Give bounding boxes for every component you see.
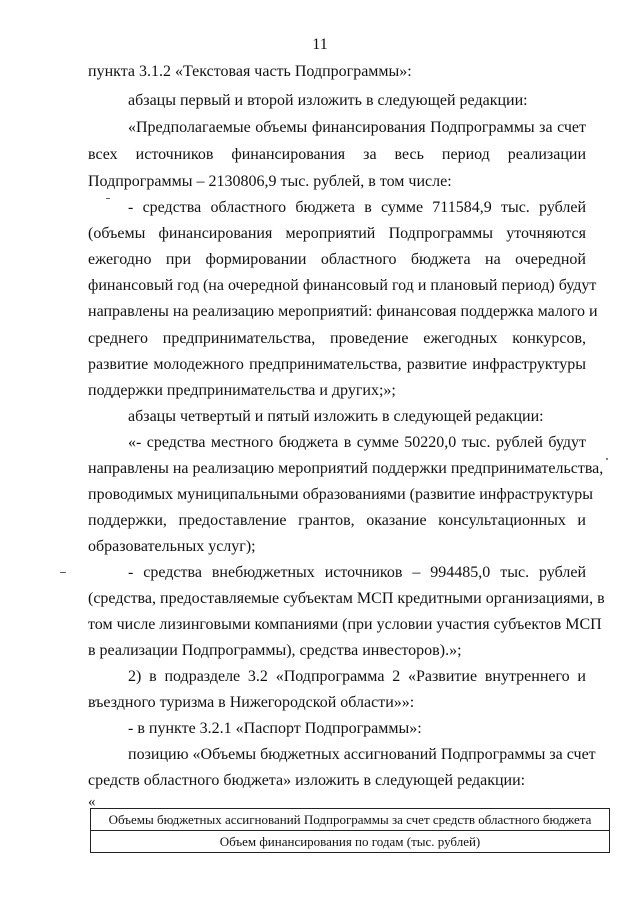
paragraph-line: (объемы финансирования мероприятий Подпрограммы уточняются xyxy=(88,225,586,242)
paragraph-line: в реализации Подпрограммы), средства инвесторов).»; xyxy=(88,642,462,659)
table-row xyxy=(91,831,610,853)
scan-speck xyxy=(606,458,608,460)
paragraph-line: въездного туризма в Нижегородской области»»: xyxy=(88,694,415,711)
paragraph-line: абзацы первый и второй изложить в следующей редакции: xyxy=(128,92,528,109)
paragraph-line: развитие молодежного предпринимательства, развитие инфраструктуры xyxy=(88,356,586,373)
paragraph-line: - в пункте 3.2.1 «Паспорт Подпрограммы»: xyxy=(128,720,422,737)
paragraph-line: финансовый год (на очередной финансовый год и плановый период) будут xyxy=(88,277,597,294)
paragraph-line: направлены на реализацию мероприятий: финансовая поддержка малого и xyxy=(88,303,598,320)
paragraph-line: направлены на реализацию мероприятий поддержки предпринимательства, xyxy=(88,460,604,477)
paragraph-line: том числе лизинговыми компаниями (при условии участия субъектов МСП xyxy=(88,616,602,633)
paragraph-line: поддержки, предоставление грантов, оказание консультационных и xyxy=(88,512,586,529)
paragraph-line: проводимых муниципальными образованиями (развитие инфраструктуры xyxy=(88,486,593,503)
paragraph-line: средств областного бюджета» изложить в следующей редакции: xyxy=(88,772,526,789)
paragraph-line: всех источников финансирования за весь период реализации xyxy=(88,146,586,163)
opening-quote-mark: « xyxy=(88,794,96,810)
budget-table xyxy=(90,808,610,853)
table-subheader-cell: Объем финансирования по годам (тыс. рублей) xyxy=(91,831,610,853)
paragraph-line: Подпрограммы – 2130806,9 тыс. рублей, в том числе: xyxy=(88,173,452,190)
paragraph-line: - средства областного бюджета в сумме 711584,9 тыс. рублей xyxy=(128,199,586,216)
table-row xyxy=(91,809,610,831)
paragraph-line: среднего предпринимательства, проведение ежегодных конкурсов, xyxy=(88,330,586,347)
paragraph-line: абзацы четвертый и пятый изложить в следующей редакции: xyxy=(128,408,544,425)
paragraph-line: «Предполагаемые объемы финансирования Подпрограммы за счет xyxy=(128,119,586,136)
page-number: 11 xyxy=(312,36,328,53)
paragraph-line: 2) в подразделе 3.2 «Подпрограмма 2 «Развитие внутреннего и xyxy=(128,668,586,685)
table-header-cell: Объемы бюджетных ассигнований Подпрограммы за счет средств областного бюджета xyxy=(91,809,610,831)
paragraph-line: поддержки предпринимательства и других;»; xyxy=(88,382,396,399)
paragraph-line: (средства, предоставляемые субъектам МСП кредитными организациями, в xyxy=(88,590,605,607)
scan-speck xyxy=(60,572,66,573)
scan-speck xyxy=(106,198,110,199)
paragraph-line: пункта 3.1.2 «Текстовая часть Подпрограммы»: xyxy=(88,63,412,80)
paragraph-line: - средства внебюджетных источников – 994485,0 тыс. рублей xyxy=(128,564,586,581)
paragraph-line: позицию «Объемы бюджетных ассигнований Подпрограммы за счет xyxy=(128,746,596,763)
paragraph-line: образовательных услуг); xyxy=(88,538,256,555)
paragraph-line: «- средства местного бюджета в сумме 50220,0 тыс. рублей будут xyxy=(128,434,586,451)
paragraph-line: ежегодно при формировании областного бюджета на очередной xyxy=(88,251,586,268)
